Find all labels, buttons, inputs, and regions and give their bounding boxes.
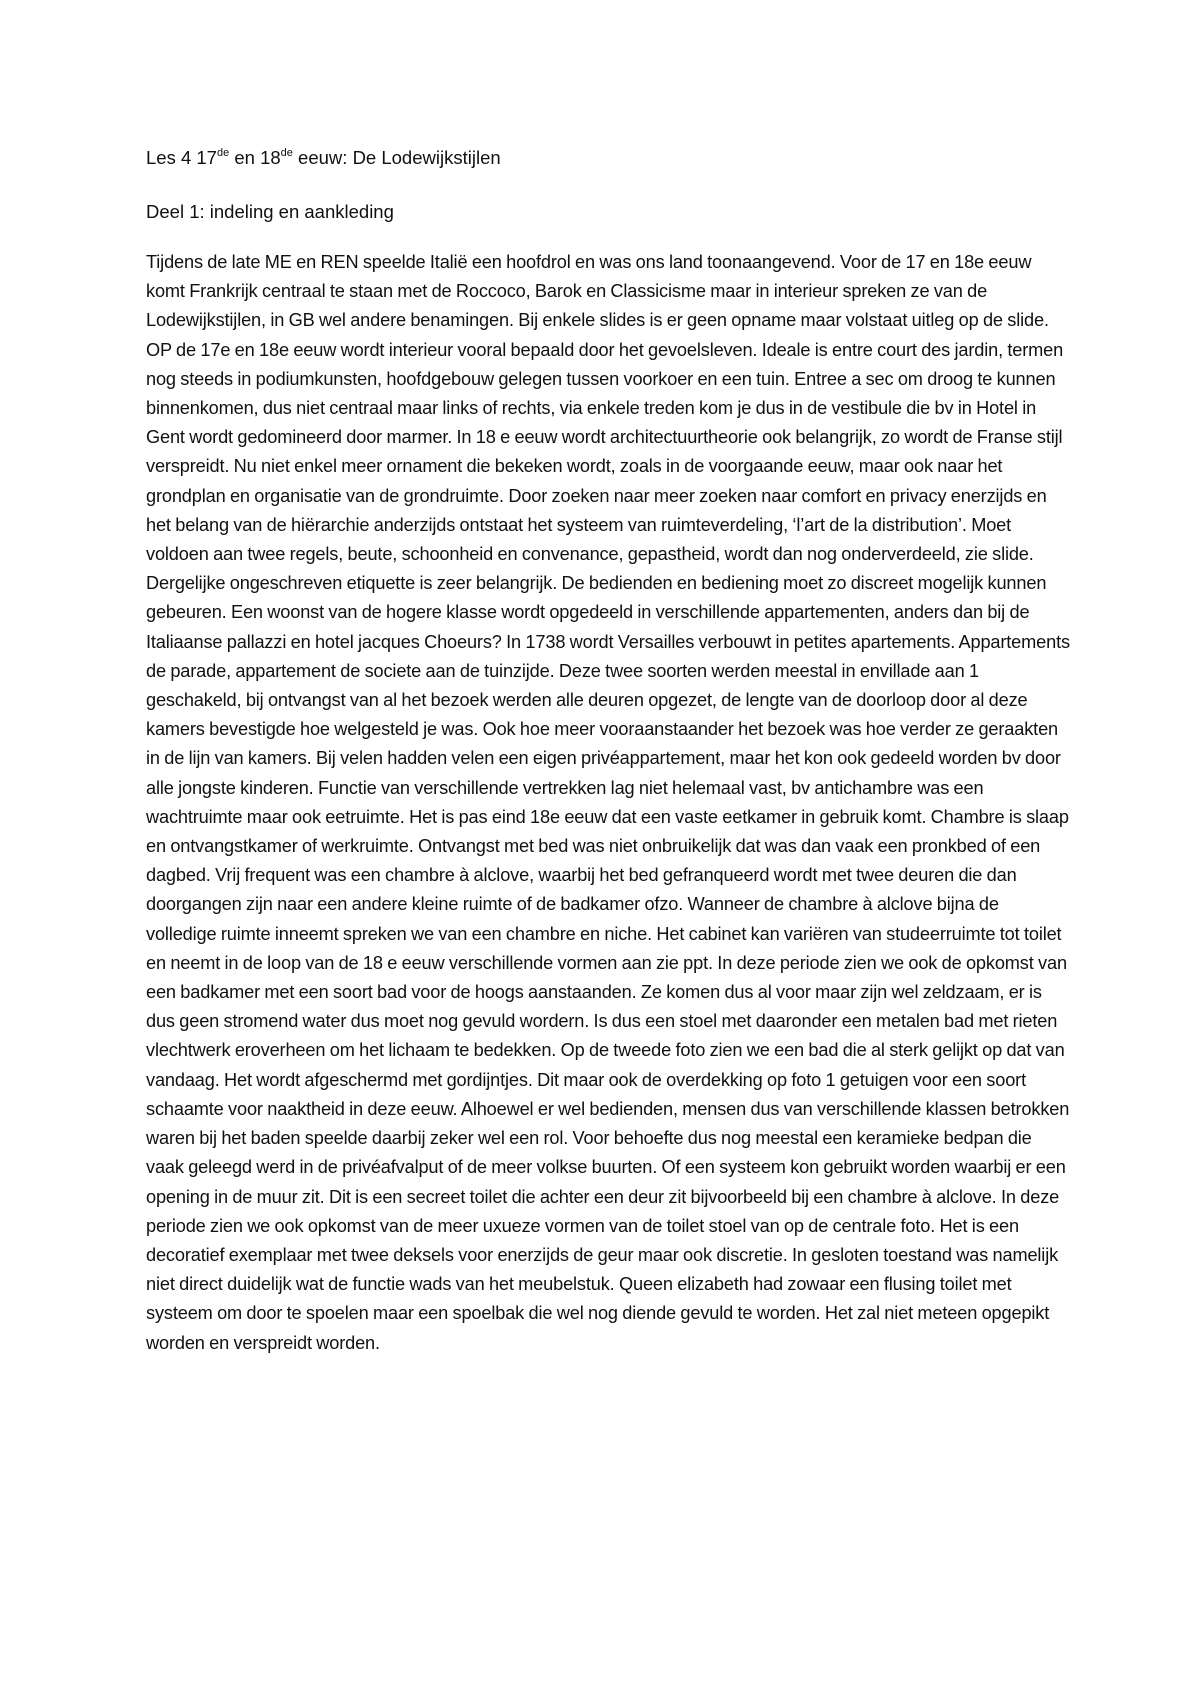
title-mid: en 18 [229,147,281,168]
title-lead: Les 4 17 [146,147,217,168]
section-heading: Deel 1: indeling en aankleding [146,201,394,222]
title-tail: eeuw: De Lodewijkstijlen [292,147,501,168]
document-title [146,144,1072,172]
title-superscript-1: de [216,147,230,159]
title-superscript-2: de [280,147,293,159]
body-paragraph: Tijdens de late ME en REN speelde Italië een hoofdrol en was ons land toonaangevend. Voor de 17 en 18e eeuw komt Frankrijk centraal te staan met de Roccoco, Barok en Classicisme maar in interieur spreken ze van de Lodewijkstijlen, in GB wel andere benamingen. Bij enkele slides is er geen opname maar volstaat uitleg op de slide. OP de 17e en 18e eeuw wordt interieur vooral bepaald door het gevoelsleven. Ideale is entre court des jardin, termen nog steeds in podiumkunsten, hoofdgebouw gelegen tussen voorkoer en een tuin. Entree a sec om droog te kunnen binnenkomen, dus niet centraal maar links of rechts, via enkele treden kom je dus in de vestibule die bv in Hotel in Gent wordt gedomineerd door marmer. In 18 e eeuw wordt architectuurtheorie ook belangrijk, zo wordt de Franse stijl verspreidt. Nu niet enkel meer ornament die bekeken wordt, zoals in de voorgaande eeuw, maar ook naar het grondplan en organisatie van de grondruimte. Door zoeken naar meer zoeken naar comfort en privacy enerzijds en het belang van de hiërarchie anderzijds ontstaat het systeem van ruimteverdeling, ‘l’art de la distribution’. Moet voldoen aan twee regels, beute, schoonheid en convenance, gepastheid, wordt dan nog onderverdeeld, zie slide. Dergelijke ongeschreven etiquette is zeer belangrijk. De bedienden en bediening moet zo discreet mogelijk kunnen gebeuren. Een woonst van de hogere klasse wordt opgedeeld in verschillende appartementen, anders dan bij de Italiaanse pallazzi en hotel jacques Choeurs? In 1738 wordt Versailles verbouwt in petites apartements. Appartements de parade, appartement de societe aan de tuinzijde. Deze twee soorten werden meestal in envillade aan 1 geschakeld, bij ontvangst van al het bezoek werden alle deuren opgezet, de lengte van de doorloop door al deze kamers bevestigde hoe welgesteld je was. Ook hoe meer vooraanstaander het bezoek was hoe verder ze geraakten in de lijn van kamers. Bij velen hadden velen een eigen privéappartement, maar het kon ook gedeeld worden bv door alle jongste kinderen. Functie van verschillende vertrekken lag niet helemaal vast, bv antichambre was een wachtruimte maar ook eetruimte. Het is pas eind 18e eeuw dat een vaste eetkamer in gebruik komt. Chambre is slaap en ontvangstkamer of werkruimte. Ontvangst met bed was niet onbruikelijk dat was dan vaak een pronkbed of een dagbed. Vrij frequent was een chambre à alclove, waarbij het bed gefranqueerd wordt met twee deuren die dan doorgangen zijn naar een andere kleine ruimte of de badkamer ofzo. Wanneer de chambre à alclove bijna de volledige ruimte inneemt spreken we van een chambre en niche. Het cabinet kan variëren van studeerruimte tot toilet en neemt in de loop van de 18 e eeuw verschillende vormen aan zie ppt. In deze periode zien we ook de opkomst van een badkamer met een soort bad voor de hoogs aanstaanden. Ze komen dus al voor maar zijn wel zeldzaam, er is dus geen stromend water dus moet nog gevuld wordern. Is dus een stoel met daaronder een metalen bad met rieten vlechtwerk eroverheen om het lichaam te bedekken. Op de tweede foto zien we een bad die al sterk gelijkt op dat van vandaag. Het wordt afgeschermd met gordijntjes. Dit maar ook de overdekking op foto 1 getuigen voor een soort schaamte voor naaktheid in deze eeuw. Alhoewel er wel bedienden, mensen dus van verschillende klassen betrokken waren bij het baden speelde daarbij zeker wel een rol. Voor behoefte dus nog meestal een keramieke bedpan die vaak geleegd werd in de privéafvalput of de meer volkse buurten. Of een systeem kon gebruikt worden waarbij er een opening in de muur zit. Dit is een secreet toilet die achter een deur zit bijvoorbeeld bij een chambre à alclove. In deze periode zien we ook opkomst van de meer uxueze vormen van de toilet stoel van op de centrale foto. Het is een decoratief exemplaar met twee deksels voor enerzijds de geur maar ook discretie. In gesloten toestand was namelijk niet direct duidelijk wat de functie wads van het meubelstuk. Queen elizabeth had zowaar een flusing toilet met systeem om door te spoelen maar een spoelbak die wel nog diende gevuld te worden. Het zal niet meteen opgepikt worden en verspreidt worden. [146,252,1070,1353]
